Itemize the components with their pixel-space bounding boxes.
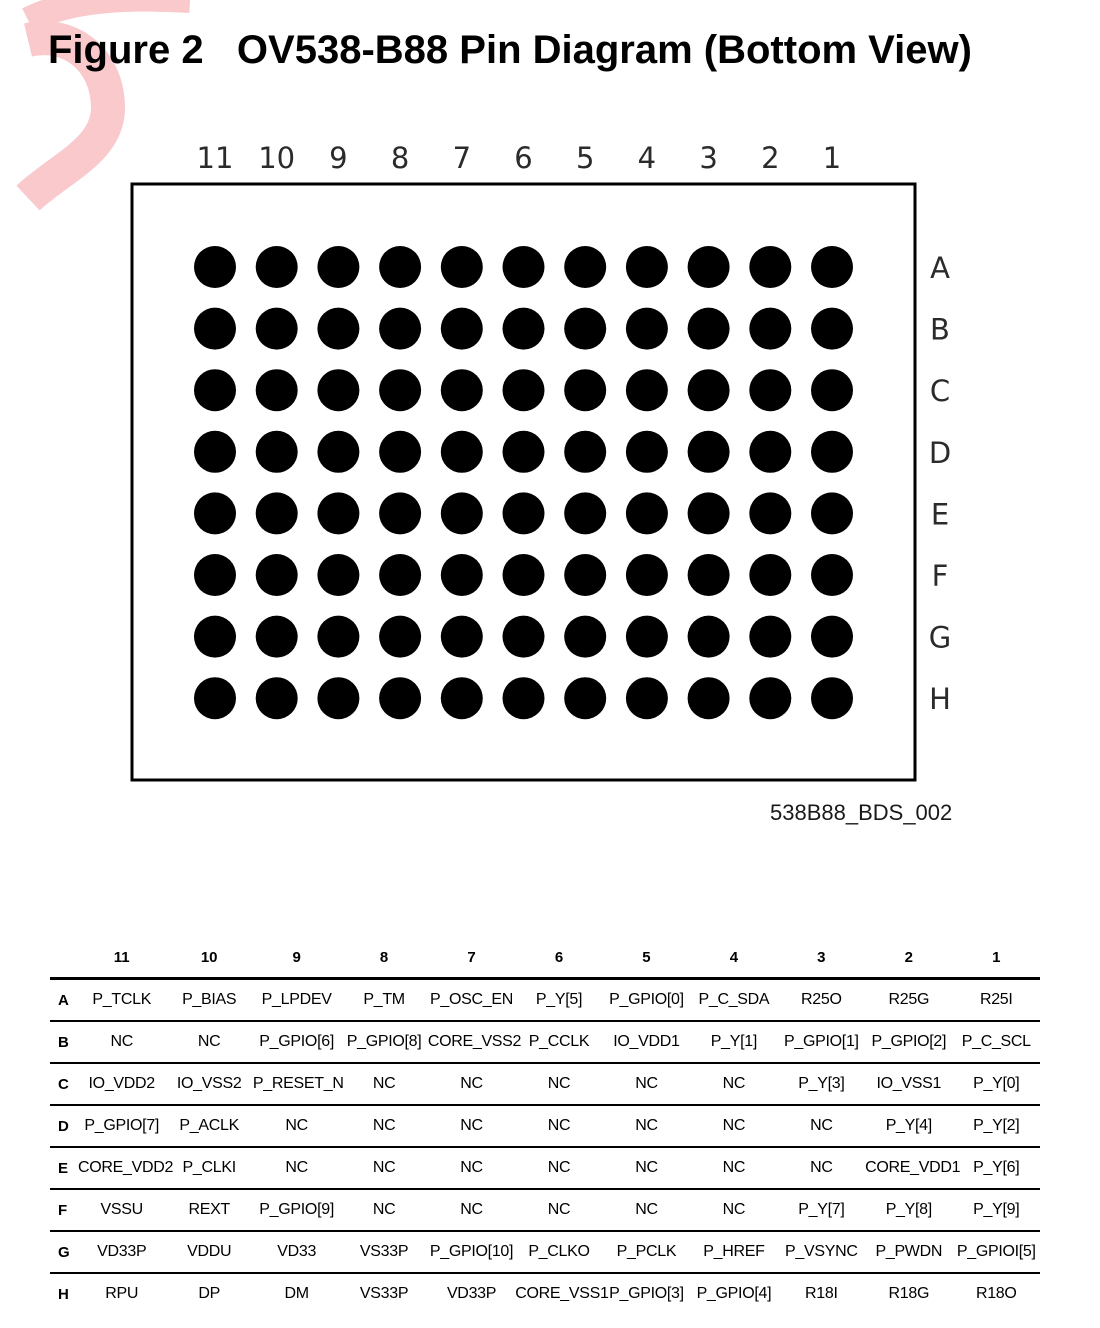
solder-ball-C2 <box>749 369 791 411</box>
solder-ball-B5 <box>564 308 606 350</box>
solder-ball-F1 <box>811 554 853 596</box>
solder-ball-H6 <box>503 677 545 719</box>
solder-ball-G2 <box>749 616 791 658</box>
pin-table <box>50 937 1040 1314</box>
pin-cell: P_Y[5] <box>515 979 602 1022</box>
solder-ball-C7 <box>441 369 483 411</box>
table-row <box>50 1273 1040 1314</box>
pin-cell: NC <box>428 1105 515 1147</box>
pin-cell: P_C_SCL <box>953 1021 1040 1063</box>
solder-ball-H3 <box>688 677 730 719</box>
solder-ball-A5 <box>564 246 606 288</box>
row-label: G <box>928 620 952 655</box>
column-header: 11 <box>78 937 165 979</box>
solder-ball-D2 <box>749 431 791 473</box>
pin-cell: P_PWDN <box>865 1231 952 1273</box>
solder-ball-D8 <box>379 431 421 473</box>
pin-cell: NC <box>78 1021 165 1063</box>
pin-cell: P_RESET_N <box>253 1063 340 1105</box>
ball-grid <box>0 130 1100 840</box>
pin-cell: RPU <box>105 1285 139 1302</box>
pin-cell: R18O <box>975 1285 1017 1302</box>
solder-ball-E7 <box>441 492 483 534</box>
pin-cell: P_Y[6] <box>953 1147 1040 1189</box>
solder-ball-H7 <box>441 677 483 719</box>
solder-ball-F7 <box>441 554 483 596</box>
pin-cell: P_ACLK <box>165 1105 252 1147</box>
column-label: 6 <box>514 141 533 175</box>
pin-cell: P_GPIO[8] <box>340 1021 427 1063</box>
pin-cell: CORE_VSS2 <box>428 1021 515 1063</box>
pin-cell: NC <box>515 1147 602 1189</box>
pin-cell: IO_VDD2 <box>78 1063 165 1105</box>
row-label: B <box>930 312 950 347</box>
pin-cell: R18G <box>888 1285 930 1302</box>
pin-cell: NC <box>778 1147 865 1189</box>
solder-ball-C5 <box>564 369 606 411</box>
solder-ball-E5 <box>564 492 606 534</box>
pin-cell: NC <box>340 1189 427 1231</box>
solder-ball-F6 <box>503 554 545 596</box>
column-label: 5 <box>575 141 595 175</box>
pin-cell: P_CLKO <box>515 1231 602 1273</box>
solder-ball-C4 <box>626 369 668 411</box>
column-header: 4 <box>690 937 777 979</box>
solder-ball-A4 <box>626 246 668 288</box>
pin-cell: P_GPIOI[5] <box>953 1231 1040 1273</box>
solder-ball-D9 <box>317 431 359 473</box>
solder-ball-B2 <box>749 308 791 350</box>
solder-ball-F11 <box>194 554 236 596</box>
solder-ball-B3 <box>688 308 730 350</box>
solder-ball-F8 <box>379 554 421 596</box>
pin-cell: P_TM <box>340 979 427 1022</box>
solder-ball-B10 <box>256 308 298 350</box>
solder-ball-B4 <box>626 308 668 350</box>
solder-ball-C6 <box>503 369 545 411</box>
pin-cell: NC <box>428 1063 515 1105</box>
table-row <box>50 1063 1040 1105</box>
solder-ball-A11 <box>194 246 236 288</box>
pin-cell: R25O <box>778 979 865 1022</box>
pin-cell: P_Y[9] <box>953 1189 1040 1231</box>
pin-cell: NC <box>340 1063 427 1105</box>
pin-cell: P_GPIO[7] <box>78 1105 165 1147</box>
solder-ball-D11 <box>194 431 236 473</box>
pin-cell: P_Y[3] <box>778 1063 865 1105</box>
solder-ball-A10 <box>256 246 298 288</box>
solder-ball-H2 <box>749 677 791 719</box>
pin-cell: P_GPIO[1] <box>778 1021 865 1063</box>
table-row <box>50 1105 1040 1147</box>
pin-cell: VDDU <box>165 1231 252 1273</box>
solder-ball-A8 <box>379 246 421 288</box>
pin-cell: NC <box>603 1105 690 1147</box>
pin-cell: P_Y[1] <box>690 1021 777 1063</box>
solder-ball-F5 <box>564 554 606 596</box>
column-header: 3 <box>778 937 865 979</box>
solder-ball-G3 <box>688 616 730 658</box>
pin-cell: NC <box>428 1147 515 1189</box>
solder-ball-E10 <box>256 492 298 534</box>
watermark-top-stroke <box>28 0 190 20</box>
solder-ball-E3 <box>688 492 730 534</box>
solder-ball-G6 <box>503 616 545 658</box>
pin-cell: NC <box>253 1147 340 1189</box>
solder-ball-F3 <box>688 554 730 596</box>
column-label: 8 <box>390 141 410 175</box>
row-header: E <box>50 1147 78 1189</box>
solder-ball-H10 <box>256 677 298 719</box>
pin-cell: R18I <box>805 1285 838 1302</box>
pin-cell: P_PCLK <box>603 1231 690 1273</box>
pin-cell: NC <box>690 1063 777 1105</box>
solder-ball-H1 <box>811 677 853 719</box>
row-header: D <box>50 1105 78 1147</box>
solder-ball-A6 <box>503 246 545 288</box>
pin-cell: R25G <box>865 979 952 1022</box>
row-label: H <box>929 682 951 717</box>
pin-cell: P_Y[8] <box>865 1189 952 1231</box>
pin-cell: NC <box>515 1063 602 1105</box>
pin-cell: IO_VSS1 <box>865 1063 952 1105</box>
pin-cell: CORE_VDD2 <box>78 1147 165 1189</box>
solder-ball-E1 <box>811 492 853 534</box>
pin-cell: P_LPDEV <box>253 979 340 1022</box>
solder-ball-D6 <box>503 431 545 473</box>
solder-ball-C3 <box>688 369 730 411</box>
figure-title: Figure 2 OV538-B88 Pin Diagram (Bottom View) <box>48 28 972 72</box>
solder-ball-A9 <box>317 246 359 288</box>
pin-cell: REXT <box>165 1189 252 1231</box>
solder-ball-C11 <box>194 369 236 411</box>
figure-code: 538B88_BDS_002 <box>770 800 953 825</box>
solder-ball-F4 <box>626 554 668 596</box>
pin-cell: P_BIAS <box>165 979 252 1022</box>
pin-cell: NC <box>428 1189 515 1231</box>
row-label: A <box>930 251 950 285</box>
pin-cell: IO_VSS2 <box>165 1063 252 1105</box>
pin-cell: NC <box>253 1105 340 1147</box>
pin-cell: DM <box>284 1285 309 1302</box>
table-header-row <box>50 937 1040 979</box>
solder-ball-H5 <box>564 677 606 719</box>
row-header: H <box>58 1285 69 1303</box>
pin-cell: VD33 <box>253 1231 340 1273</box>
solder-ball-C9 <box>317 369 359 411</box>
solder-ball-A1 <box>811 246 853 288</box>
solder-ball-D1 <box>811 431 853 473</box>
solder-ball-D5 <box>564 431 606 473</box>
pin-cell: P_Y[4] <box>865 1105 952 1147</box>
solder-ball-B7 <box>441 308 483 350</box>
solder-ball-H11 <box>194 677 236 719</box>
column-header: 5 <box>603 937 690 979</box>
pin-cell: NC <box>515 1189 602 1231</box>
table-row <box>50 1147 1040 1189</box>
column-header: 7 <box>428 937 515 979</box>
column-label: 7 <box>452 141 472 175</box>
solder-ball-H4 <box>626 677 668 719</box>
pin-cell: P_Y[7] <box>778 1189 865 1231</box>
solder-ball-H9 <box>317 677 359 719</box>
solder-ball-G1 <box>811 616 853 658</box>
solder-ball-G11 <box>194 616 236 658</box>
solder-ball-G9 <box>317 616 359 658</box>
column-label: 1 <box>822 141 842 175</box>
pin-cell: NC <box>603 1147 690 1189</box>
column-label: 4 <box>637 141 657 175</box>
row-header: A <box>50 979 78 1022</box>
table-row <box>50 979 1040 1022</box>
pin-cell: P_VSYNC <box>778 1231 865 1273</box>
pin-cell: P_GPIO[0] <box>603 979 690 1022</box>
row-label: C <box>929 374 951 409</box>
solder-ball-F9 <box>317 554 359 596</box>
solder-ball-E4 <box>626 492 668 534</box>
solder-ball-E11 <box>194 492 236 534</box>
column-header: 2 <box>865 937 952 979</box>
solder-ball-E9 <box>317 492 359 534</box>
pin-cell: NC <box>690 1189 777 1231</box>
pin-cell: P_TCLK <box>78 979 165 1022</box>
pin-cell: NC <box>603 1063 690 1105</box>
pin-cell: NC <box>690 1105 777 1147</box>
pin-cell: P_GPIO[10] <box>428 1231 515 1273</box>
pin-cell: NC <box>340 1105 427 1147</box>
pin-cell: P_CCLK <box>515 1021 602 1063</box>
table-row <box>50 1189 1040 1231</box>
solder-ball-A7 <box>441 246 483 288</box>
pin-cell: IO_VDD1 <box>603 1021 690 1063</box>
row-label: D <box>928 435 952 470</box>
solder-ball-D4 <box>626 431 668 473</box>
pin-cell: P_C_SDA <box>690 979 777 1022</box>
pin-cell: P_GPIO[9] <box>253 1189 340 1231</box>
pin-cell: P_GPIO[3] <box>609 1285 684 1302</box>
solder-ball-B9 <box>317 308 359 350</box>
column-label: 10 <box>258 141 296 175</box>
solder-ball-E8 <box>379 492 421 534</box>
solder-ball-D10 <box>256 431 298 473</box>
pin-cell: NC <box>165 1021 252 1063</box>
pin-cell: NC <box>778 1105 865 1147</box>
column-header: 8 <box>340 937 427 979</box>
solder-ball-H8 <box>379 677 421 719</box>
pin-cell: P_GPIO[4] <box>696 1285 772 1302</box>
column-label: 11 <box>196 141 234 175</box>
pin-cell: P_CLKI <box>165 1147 252 1189</box>
pin-cell: R25I <box>953 979 1040 1022</box>
table-row <box>50 1231 1040 1273</box>
solder-ball-F10 <box>256 554 298 596</box>
solder-ball-B1 <box>811 308 853 350</box>
pin-cell: CORE_VSS1 <box>515 1285 609 1302</box>
pin-cell: P_Y[0] <box>953 1063 1040 1105</box>
pin-cell: P_HREF <box>690 1231 777 1273</box>
solder-ball-C1 <box>811 369 853 411</box>
solder-ball-C10 <box>256 369 298 411</box>
solder-ball-G7 <box>441 616 483 658</box>
pin-cell: NC <box>340 1147 427 1189</box>
solder-ball-G10 <box>256 616 298 658</box>
row-label: F <box>931 559 949 593</box>
solder-ball-C8 <box>379 369 421 411</box>
pin-cell: VD33P <box>78 1231 165 1273</box>
solder-ball-G4 <box>626 616 668 658</box>
column-header: 6 <box>515 937 602 979</box>
pin-diagram <box>0 130 1100 840</box>
column-label: 9 <box>329 141 348 175</box>
solder-ball-B11 <box>194 308 236 350</box>
pin-cell: VD33P <box>446 1285 497 1302</box>
row-header: B <box>50 1021 78 1063</box>
row-header: F <box>50 1189 78 1231</box>
solder-ball-A3 <box>688 246 730 288</box>
pin-cell: CORE_VDD1 <box>865 1147 952 1189</box>
pin-cell: NC <box>690 1147 777 1189</box>
column-label: 3 <box>699 141 718 175</box>
solder-ball-D7 <box>441 431 483 473</box>
pin-cell: DP <box>198 1285 220 1302</box>
solder-ball-G8 <box>379 616 421 658</box>
solder-ball-E6 <box>503 492 545 534</box>
pin-cell: VSSU <box>78 1189 165 1231</box>
column-label: 2 <box>761 141 780 175</box>
solder-ball-B8 <box>379 308 421 350</box>
pin-cell: NC <box>603 1189 690 1231</box>
solder-ball-B6 <box>503 308 545 350</box>
solder-ball-E2 <box>749 492 791 534</box>
table-row <box>50 1021 1040 1063</box>
pin-cell: VS33P <box>340 1231 427 1273</box>
pin-cell: P_GPIO[6] <box>253 1021 340 1063</box>
pin-cell: P_Y[2] <box>953 1105 1040 1147</box>
pin-cell: P_OSC_EN <box>428 979 515 1022</box>
column-header: 10 <box>165 937 252 979</box>
solder-ball-G5 <box>564 616 606 658</box>
column-header: 1 <box>953 937 1040 979</box>
solder-ball-F2 <box>749 554 791 596</box>
row-label: E <box>930 497 950 532</box>
column-header: 9 <box>253 937 340 979</box>
solder-ball-D3 <box>688 431 730 473</box>
row-header: G <box>50 1231 78 1273</box>
pin-cell: VS33P <box>359 1285 409 1302</box>
pin-cell: NC <box>515 1105 602 1147</box>
table-corner-cell <box>50 937 78 979</box>
pin-cell: P_GPIO[2] <box>865 1021 952 1063</box>
row-header: C <box>50 1063 78 1105</box>
solder-ball-A2 <box>749 246 791 288</box>
